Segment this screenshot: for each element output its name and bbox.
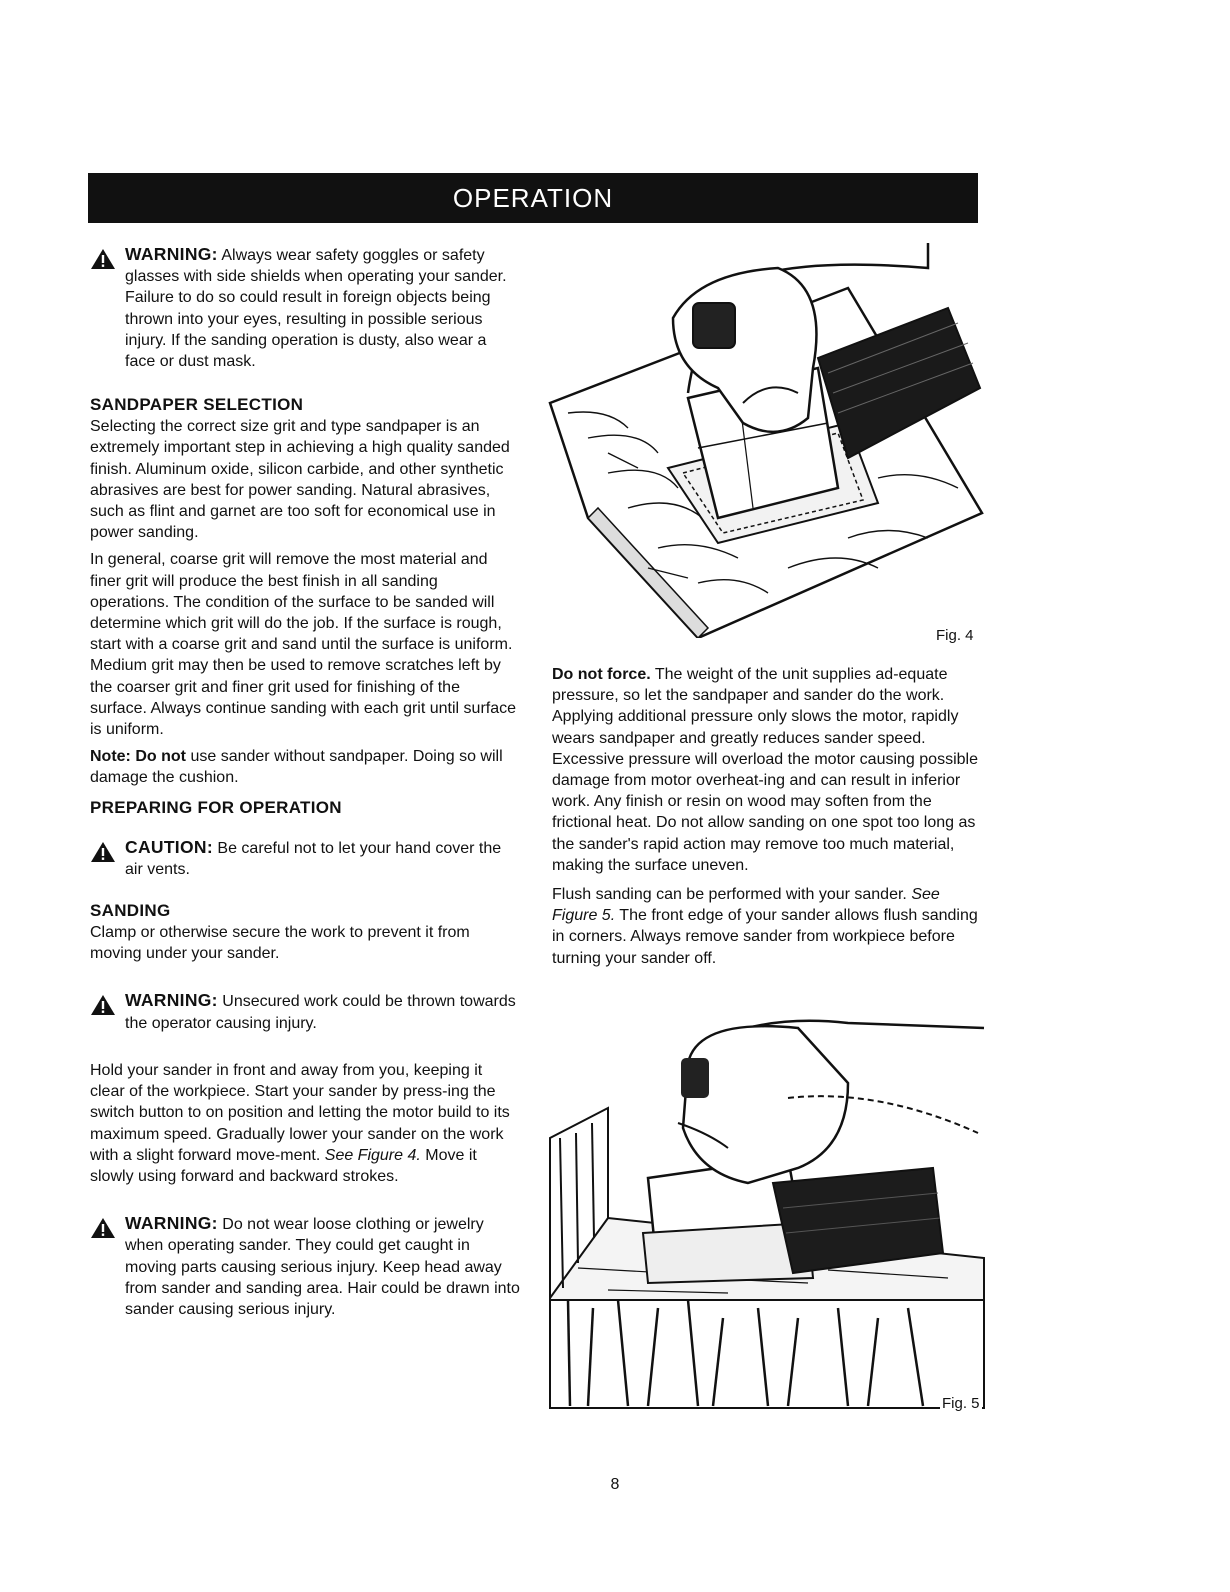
caution-air-vents bbox=[90, 837, 520, 880]
sandpaper-paragraph-1: Selecting the correct size grit and type sandpaper is an extremely important step in achieving a high quality sanded finish. Aluminum oxide, silicon carbide, and other synthetic abrasives are best for power sanding. Natural abrasives, such as flint and garnet are too soft for economical use in power sanding. bbox=[90, 418, 510, 542]
page-number: 8 bbox=[610, 1476, 620, 1493]
note-bold: Do not bbox=[135, 748, 186, 766]
sanding-paragraph: Clamp or otherwise secure the work to prevent it from moving under your sander. bbox=[90, 924, 470, 963]
preparing-heading: PREPARING FOR OPERATION bbox=[90, 797, 342, 817]
do-not-force-paragraph bbox=[552, 664, 982, 876]
flush-sanding-paragraph bbox=[552, 884, 982, 969]
figure-4-reference: See Figure 4. bbox=[324, 1146, 421, 1164]
note-label: Note: bbox=[90, 748, 131, 766]
hold-text-b: Move it slowly using forward and backward strokes. bbox=[90, 1146, 477, 1185]
figure-5-label: Fig. 5 bbox=[942, 1395, 980, 1412]
section-banner bbox=[88, 173, 978, 223]
figure-4-label: Fig. 4 bbox=[936, 627, 974, 644]
left-column bbox=[90, 244, 520, 1320]
warning-label: WARNING: bbox=[125, 990, 218, 1011]
caution-text: Be careful not to let your hand cover the air vents. bbox=[125, 839, 502, 878]
flush-text-a: Flush sanding can be performed with your sander. bbox=[552, 886, 907, 904]
figure-5-reference: See Figure 5. bbox=[552, 886, 940, 925]
warning-loose-clothing bbox=[90, 1213, 520, 1320]
sandpaper-heading: SANDPAPER SELECTION bbox=[90, 395, 304, 415]
warning-label: WARNING: bbox=[125, 1213, 218, 1234]
figure-4-illustration bbox=[548, 238, 984, 638]
warning-unsecured-work bbox=[90, 990, 520, 1033]
warning-triangle-icon bbox=[90, 1217, 116, 1239]
do-not-force-text: The weight of the unit supplies ad-equate pressure, so let the sandpaper and sander do the work. Applying additional pressure only slows the motor, rapidly wears sandpaper and greatly reduces sander speed. Excessive pressure will overload the motor causing possible damage from motor overheat-ing and can result in inferior work. Any finish or resin on wood may soften from the frictional heat. Do not allow sanding on one spot too long as the sander's rapid action may remove too much material, making the surface uneven. bbox=[552, 666, 978, 874]
section-title: OPERATION bbox=[452, 183, 614, 213]
hold-sander-paragraph bbox=[90, 1060, 520, 1187]
figure-5-illustration bbox=[548, 1008, 986, 1410]
sandpaper-paragraph-2: In general, coarse grit will remove the most material and finer grit will produce the best finish in all sanding operations. The condition of the surface to be sanded will determine which grit will do the job. If the surface is rough, start with a coarse grit and sand until the surface is uniform. Medium grit may then be used to remove scratches left by the coarser grit and finer grit used for finishing of the surface. Always continue sanding with each grit until surface is uniform. bbox=[90, 551, 517, 739]
do-not-force-label: Do not force. bbox=[552, 666, 651, 683]
warning-text: Always wear safety goggles or safety glasses with side shields when operating your sander. Failure to do so could result in foreign objects being thrown into your eyes, resulting in possible serious injury. If the sanding operation is dusty, also wear a face or dust mask. bbox=[125, 247, 507, 371]
flush-text-b: The front edge of your sander allows flush sanding in corners. Always remove sander from workpiece before turning your sander off. bbox=[552, 907, 978, 967]
note-paragraph bbox=[90, 746, 520, 788]
warning-triangle-icon bbox=[90, 248, 116, 270]
warning-text: Unsecured work could be thrown towards the operator causing injury. bbox=[125, 993, 516, 1032]
caution-label: CAUTION: bbox=[125, 836, 213, 857]
note-text: use sander without sandpaper. Doing so will damage the cushion. bbox=[90, 748, 503, 787]
warning-triangle-icon bbox=[90, 841, 116, 863]
warning-label: WARNING: bbox=[125, 244, 218, 264]
warning-goggles bbox=[90, 244, 520, 372]
hold-text-a: Hold your sander in front and away from you, keeping it clear of the workpiece. Start your sander by press-ing the switch button to on position and letting the motor build to its maximum speed. Gradually lower your sander on the work with a slight forward move-ment. bbox=[90, 1061, 510, 1164]
sanding-heading: SANDING bbox=[90, 901, 171, 921]
warning-triangle-icon bbox=[90, 994, 116, 1016]
warning-text: Do not wear loose clothing or jewelry when operating sander. They could get caught in moving parts causing serious injury. Keep head away from sander and sanding area. Hair could be drawn into sander causing serious injury. bbox=[125, 1216, 520, 1318]
right-column-text bbox=[552, 664, 982, 975]
